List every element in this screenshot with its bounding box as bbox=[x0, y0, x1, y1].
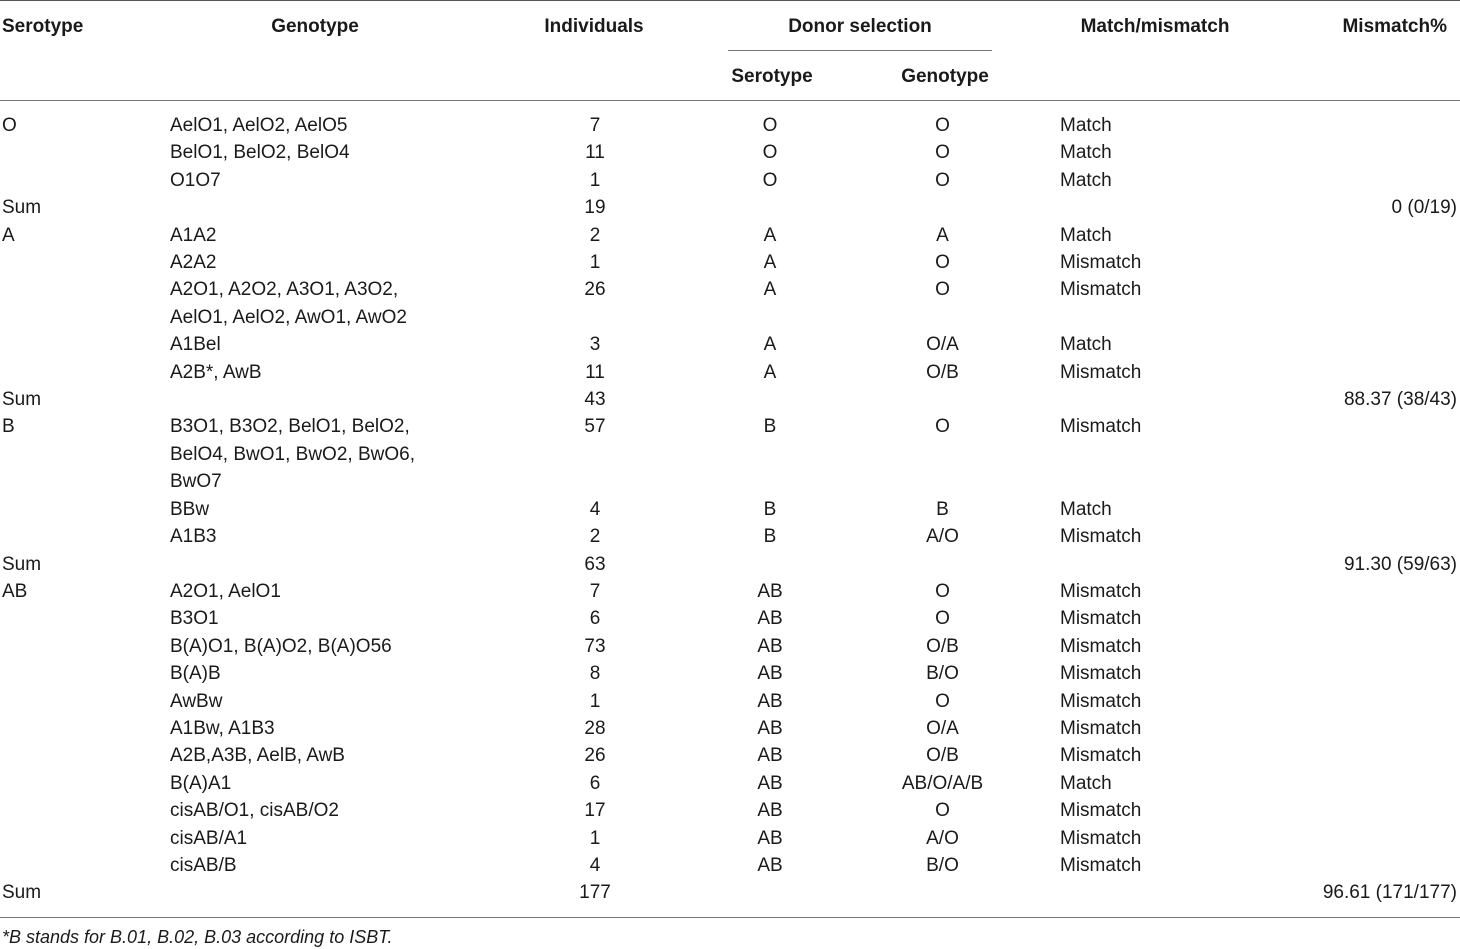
cell-donor-serotype: AB bbox=[757, 717, 783, 739]
cell-mismatch-pct bbox=[1255, 605, 1460, 632]
table-row bbox=[0, 359, 1460, 386]
cell-donor-genotype: B/O bbox=[926, 663, 959, 685]
cell-mismatch-pct bbox=[1255, 688, 1460, 715]
cell-match: Match bbox=[1060, 169, 1112, 191]
cell-genotype: A2O1, A2O2, A3O1, A3O2, AelO1, AelO2, AwO1, AwO2 bbox=[170, 279, 407, 328]
cell-donor-genotype: O bbox=[935, 608, 950, 630]
cell-donor-genotype: O bbox=[935, 279, 950, 301]
cell-serotype bbox=[0, 167, 170, 194]
cell-donor-serotype: AB bbox=[757, 608, 783, 630]
cell-donor-serotype: B bbox=[763, 498, 777, 520]
cell-genotype: BBw bbox=[170, 498, 210, 520]
cell-donor-serotype: A bbox=[763, 252, 777, 274]
cell-serotype bbox=[0, 139, 170, 166]
cell-mismatch-pct bbox=[1255, 797, 1460, 824]
cell-donor-serotype bbox=[690, 551, 850, 578]
cell-genotype: cisAB/A1 bbox=[170, 827, 248, 849]
cell-mismatch-pct bbox=[1255, 660, 1460, 687]
table-row bbox=[0, 249, 1460, 276]
cell-individuals: 17 bbox=[584, 800, 606, 822]
donor-selection-underline bbox=[728, 50, 992, 51]
cell-individuals: 28 bbox=[584, 717, 606, 739]
cell-mismatch-pct bbox=[1255, 413, 1460, 495]
cell-serotype bbox=[0, 359, 170, 386]
cell-donor-genotype bbox=[850, 879, 1035, 906]
top-rule bbox=[0, 0, 1460, 1]
cell-genotype bbox=[170, 386, 500, 413]
cell-individuals: 26 bbox=[584, 745, 606, 767]
cell-donor-genotype: A bbox=[936, 224, 949, 246]
cell-match: Match bbox=[1060, 334, 1112, 356]
cell-genotype: A1Bel bbox=[170, 334, 221, 356]
cell-match: Mismatch bbox=[1060, 635, 1142, 657]
cell-match: Mismatch bbox=[1060, 608, 1142, 630]
header-match-mismatch: Match/mismatch bbox=[1080, 16, 1230, 37]
table-row bbox=[0, 167, 1460, 194]
cell-individuals: 1 bbox=[589, 827, 601, 849]
cell-donor-genotype bbox=[850, 194, 1035, 221]
cell-donor-serotype bbox=[690, 386, 850, 413]
header-donor-genotype: Genotype bbox=[901, 66, 989, 87]
cell-donor-genotype: O bbox=[935, 115, 950, 136]
cell-genotype: AwBw bbox=[170, 690, 223, 712]
cell-match: Match bbox=[1060, 772, 1112, 794]
cell-genotype: B(A)O1, B(A)O2, B(A)O56 bbox=[170, 635, 392, 657]
cell-genotype: A2O1, AelO1 bbox=[170, 580, 281, 602]
cell-mismatch-pct: 91.30 (59/63) bbox=[1343, 553, 1457, 575]
cell-genotype bbox=[170, 879, 500, 906]
cell-individuals: 6 bbox=[589, 772, 601, 794]
cell-donor-serotype: A bbox=[763, 279, 777, 301]
cell-mismatch-pct bbox=[1255, 770, 1460, 797]
cell-serotype: O bbox=[2, 115, 17, 136]
cell-donor-serotype: A bbox=[763, 361, 777, 383]
cell-donor-genotype: O bbox=[935, 416, 950, 438]
header-rule bbox=[0, 100, 1460, 101]
table-row bbox=[0, 139, 1460, 166]
cell-individuals: 4 bbox=[589, 854, 601, 876]
cell-mismatch-pct bbox=[1255, 523, 1460, 550]
cell-serotype: Sum bbox=[2, 389, 42, 411]
cell-donor-genotype: A/O bbox=[926, 827, 959, 849]
cell-match: Mismatch bbox=[1060, 827, 1142, 849]
header-donor-selection: Donor selection bbox=[788, 16, 932, 37]
cell-donor-serotype: AB bbox=[757, 580, 783, 602]
cell-individuals: 11 bbox=[585, 142, 605, 164]
cell-serotype bbox=[0, 523, 170, 550]
cell-serotype bbox=[0, 660, 170, 687]
cell-genotype: cisAB/B bbox=[170, 854, 237, 876]
cell-genotype: cisAB/O1, cisAB/O2 bbox=[170, 800, 339, 822]
cell-donor-genotype: O/A bbox=[926, 717, 959, 739]
table-row bbox=[0, 605, 1460, 632]
cell-match: Mismatch bbox=[1060, 279, 1142, 301]
cell-donor-genotype: O bbox=[935, 252, 950, 274]
cell-serotype bbox=[0, 825, 170, 852]
cell-serotype: Sum bbox=[2, 197, 42, 219]
table-row bbox=[0, 496, 1460, 523]
cell-genotype: B3O1, B3O2, BelO1, BelO2, BelO4, BwO1, BwO2, BwO6, BwO7 bbox=[170, 416, 415, 493]
cell-serotype: A bbox=[2, 224, 15, 246]
cell-serotype: B bbox=[2, 416, 15, 438]
cell-match: Mismatch bbox=[1060, 717, 1142, 739]
table-row bbox=[0, 852, 1460, 879]
cell-donor-genotype: B/O bbox=[926, 854, 959, 876]
cell-genotype bbox=[170, 551, 500, 578]
cell-match bbox=[1035, 879, 1255, 906]
cell-genotype: A1A2 bbox=[170, 224, 217, 246]
cell-serotype bbox=[0, 797, 170, 824]
table-body bbox=[0, 112, 1460, 907]
cell-donor-serotype: AB bbox=[757, 827, 783, 849]
cell-individuals: 57 bbox=[584, 416, 606, 438]
cell-mismatch-pct bbox=[1255, 359, 1460, 386]
table-row bbox=[0, 633, 1460, 660]
cell-individuals: 1 bbox=[589, 169, 601, 191]
cell-mismatch-pct bbox=[1255, 742, 1460, 769]
cell-donor-serotype: A bbox=[763, 224, 777, 246]
cell-genotype: A2B*, AwB bbox=[170, 361, 262, 383]
cell-individuals: 63 bbox=[584, 553, 606, 575]
cell-mismatch-pct bbox=[1255, 112, 1460, 139]
cell-serotype: Sum bbox=[2, 882, 42, 904]
cell-donor-serotype: B bbox=[763, 526, 777, 548]
cell-genotype: A1B3 bbox=[170, 526, 217, 548]
sum-row bbox=[0, 879, 1460, 906]
cell-genotype: A2B,A3B, AelB, AwB bbox=[170, 745, 345, 767]
cell-serotype bbox=[0, 770, 170, 797]
header-genotype: Genotype bbox=[271, 16, 359, 37]
cell-genotype: B(A)B bbox=[170, 663, 221, 685]
table-row bbox=[0, 742, 1460, 769]
cell-mismatch-pct bbox=[1255, 167, 1460, 194]
bottom-rule bbox=[0, 917, 1460, 918]
header-serotype: Serotype bbox=[2, 16, 84, 37]
cell-donor-genotype: A/O bbox=[926, 526, 959, 548]
cell-individuals: 2 bbox=[589, 224, 601, 246]
sum-row bbox=[0, 551, 1460, 578]
cell-individuals: 73 bbox=[584, 635, 606, 657]
cell-donor-serotype: O bbox=[762, 115, 778, 136]
cell-genotype: A2A2 bbox=[170, 252, 217, 274]
cell-match bbox=[1035, 551, 1255, 578]
cell-individuals: 2 bbox=[589, 526, 601, 548]
cell-donor-serotype bbox=[690, 194, 850, 221]
header-mismatch-pct: Mismatch% bbox=[1342, 16, 1447, 37]
cell-match: Mismatch bbox=[1060, 800, 1142, 822]
cell-genotype: O1O7 bbox=[170, 169, 221, 191]
cell-individuals: 11 bbox=[585, 361, 605, 383]
cell-mismatch-pct: 88.37 (38/43) bbox=[1343, 389, 1457, 411]
cell-donor-serotype: O bbox=[762, 169, 778, 191]
cell-serotype bbox=[0, 742, 170, 769]
cell-serotype bbox=[0, 496, 170, 523]
cell-serotype bbox=[0, 249, 170, 276]
cell-donor-genotype: AB/O/A/B bbox=[901, 772, 984, 794]
cell-serotype bbox=[0, 331, 170, 358]
table-row bbox=[0, 660, 1460, 687]
cell-mismatch-pct bbox=[1255, 331, 1460, 358]
cell-donor-serotype: B bbox=[763, 416, 777, 438]
cell-individuals: 26 bbox=[584, 279, 606, 301]
cell-individuals: 1 bbox=[589, 690, 601, 712]
table-row bbox=[0, 715, 1460, 742]
cell-donor-serotype: AB bbox=[757, 745, 783, 767]
cell-individuals: 43 bbox=[584, 389, 606, 411]
cell-individuals: 19 bbox=[584, 197, 606, 219]
cell-serotype: AB bbox=[2, 580, 28, 602]
cell-individuals: 7 bbox=[589, 580, 601, 602]
cell-mismatch-pct bbox=[1255, 578, 1460, 605]
cell-donor-genotype bbox=[850, 551, 1035, 578]
cell-donor-genotype: O bbox=[935, 169, 950, 191]
cell-mismatch-pct bbox=[1255, 222, 1460, 249]
cell-match: Mismatch bbox=[1060, 745, 1142, 767]
table-row bbox=[0, 222, 1460, 249]
cell-match: Mismatch bbox=[1060, 580, 1142, 602]
cell-mismatch-pct: 0 (0/19) bbox=[1391, 197, 1457, 219]
cell-match bbox=[1035, 386, 1255, 413]
cell-genotype: B(A)A1 bbox=[170, 772, 232, 794]
cell-match: Mismatch bbox=[1060, 663, 1142, 685]
cell-match: Match bbox=[1060, 224, 1112, 246]
table-row bbox=[0, 413, 1460, 495]
cell-individuals: 177 bbox=[579, 882, 611, 904]
cell-donor-serotype: AB bbox=[757, 663, 783, 685]
cell-match: Match bbox=[1060, 142, 1112, 164]
cell-donor-genotype bbox=[850, 386, 1035, 413]
cell-individuals: 4 bbox=[589, 498, 601, 520]
cell-match: Match bbox=[1060, 115, 1112, 136]
cell-mismatch-pct bbox=[1255, 496, 1460, 523]
cell-mismatch-pct bbox=[1255, 633, 1460, 660]
cell-donor-genotype: O/A bbox=[926, 334, 959, 356]
cell-mismatch-pct bbox=[1255, 249, 1460, 276]
cell-donor-genotype: O/B bbox=[926, 635, 959, 657]
cell-donor-genotype: O/B bbox=[926, 361, 959, 383]
cell-serotype bbox=[0, 715, 170, 742]
cell-donor-genotype: O bbox=[935, 690, 950, 712]
cell-mismatch-pct bbox=[1255, 715, 1460, 742]
cell-match: Mismatch bbox=[1060, 854, 1142, 876]
cell-match: Mismatch bbox=[1060, 690, 1142, 712]
table-row bbox=[0, 688, 1460, 715]
cell-match bbox=[1035, 194, 1255, 221]
cell-donor-genotype: B bbox=[936, 498, 949, 520]
cell-match: Match bbox=[1060, 498, 1112, 520]
cell-individuals: 8 bbox=[589, 663, 601, 685]
table-row bbox=[0, 331, 1460, 358]
cell-mismatch-pct bbox=[1255, 139, 1460, 166]
cell-match: Mismatch bbox=[1060, 526, 1142, 548]
cell-serotype bbox=[0, 605, 170, 632]
footnote: *B stands for B.01, B.02, B.03 according to ISBT. bbox=[2, 927, 393, 947]
cell-match: Mismatch bbox=[1060, 252, 1142, 274]
cell-donor-serotype: AB bbox=[757, 772, 783, 794]
cell-match: Mismatch bbox=[1060, 361, 1142, 383]
sum-row bbox=[0, 386, 1460, 413]
cell-donor-serotype bbox=[690, 879, 850, 906]
cell-donor-serotype: AB bbox=[757, 635, 783, 657]
cell-individuals: 1 bbox=[589, 252, 601, 274]
cell-donor-serotype: O bbox=[762, 142, 778, 164]
sum-row bbox=[0, 194, 1460, 221]
table-row bbox=[0, 523, 1460, 550]
cell-genotype: B3O1 bbox=[170, 608, 219, 630]
cell-mismatch-pct bbox=[1255, 825, 1460, 852]
table-row bbox=[0, 797, 1460, 824]
cell-mismatch-pct bbox=[1255, 852, 1460, 879]
cell-donor-serotype: AB bbox=[757, 854, 783, 876]
cell-donor-serotype: A bbox=[763, 334, 777, 356]
cell-individuals: 6 bbox=[589, 608, 601, 630]
cell-genotype: BelO1, BelO2, BelO4 bbox=[170, 142, 350, 164]
cell-serotype: Sum bbox=[2, 553, 42, 575]
table-row bbox=[0, 112, 1460, 139]
cell-genotype: A1Bw, A1B3 bbox=[170, 717, 275, 739]
cell-serotype bbox=[0, 633, 170, 660]
header-individuals: Individuals bbox=[544, 16, 644, 37]
cell-genotype bbox=[170, 194, 500, 221]
cell-match: Mismatch bbox=[1060, 416, 1142, 438]
cell-donor-genotype: O bbox=[935, 580, 950, 602]
cell-mismatch-pct bbox=[1255, 276, 1460, 331]
cell-donor-genotype: O bbox=[935, 142, 950, 164]
cell-serotype bbox=[0, 688, 170, 715]
cell-serotype bbox=[0, 852, 170, 879]
table-row bbox=[0, 825, 1460, 852]
header-donor-serotype: Serotype bbox=[731, 66, 813, 87]
cell-mismatch-pct: 96.61 (171/177) bbox=[1322, 882, 1457, 904]
cell-serotype bbox=[0, 276, 170, 331]
cell-donor-serotype: AB bbox=[757, 690, 783, 712]
table-row bbox=[0, 276, 1460, 331]
cell-individuals: 3 bbox=[589, 334, 601, 356]
cell-individuals: 7 bbox=[589, 115, 601, 136]
table-row bbox=[0, 770, 1460, 797]
cell-donor-genotype: O bbox=[935, 800, 950, 822]
cell-genotype: AelO1, AelO2, AelO5 bbox=[170, 115, 348, 136]
cell-donor-genotype: O/B bbox=[926, 745, 959, 767]
cell-donor-serotype: AB bbox=[757, 800, 783, 822]
table-row bbox=[0, 578, 1460, 605]
